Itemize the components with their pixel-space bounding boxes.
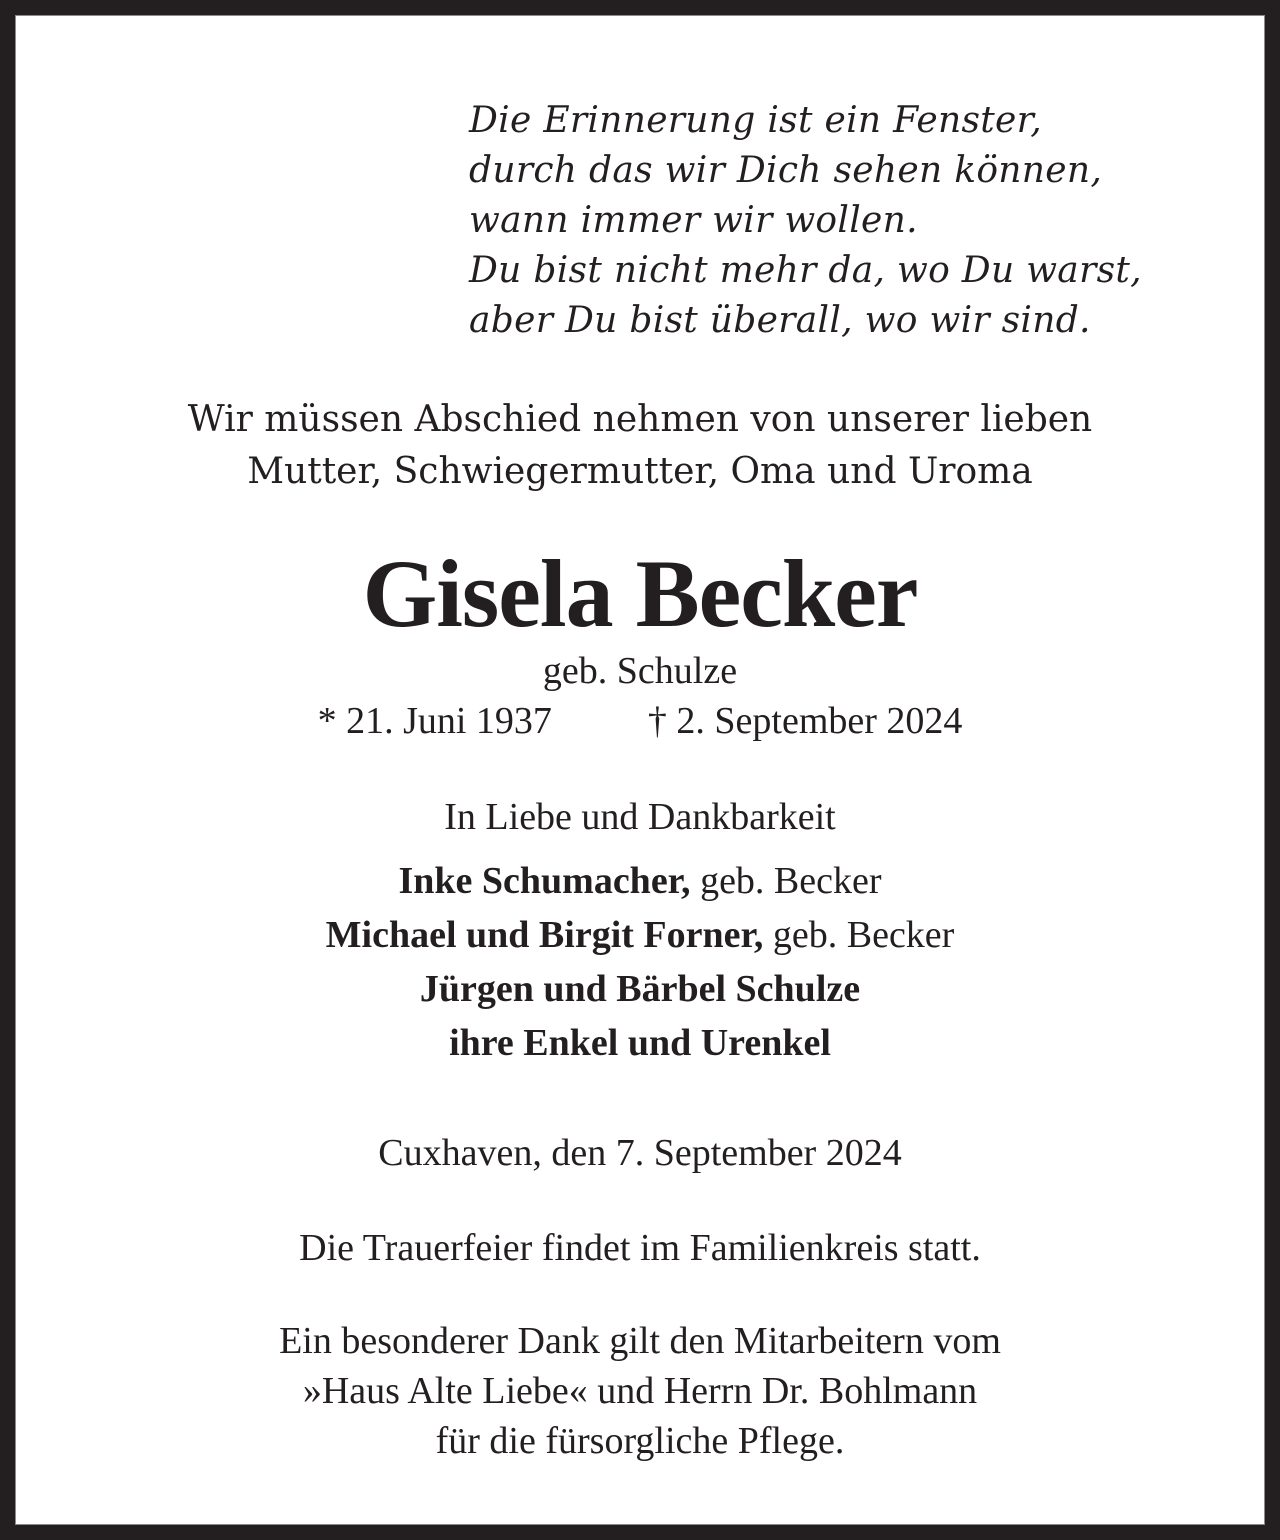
thanks-note <box>16 1316 1264 1466</box>
quote-line: aber Du bist überall, wo wir sind. <box>469 300 1091 341</box>
quote-line: durch das wir Dich sehen können, <box>469 150 1103 191</box>
maiden-name: geb. Schulze <box>542 650 738 692</box>
family-entry: Michael und Birgit Forner, geb. Becker <box>325 914 955 956</box>
family-entry: Jürgen und Bärbel Schulze <box>419 968 861 1010</box>
intro-line: Mutter, Schwiegermutter, Oma und Uroma <box>247 451 1033 492</box>
family-entry: Inke Schumacher, geb. Becker <box>398 860 882 902</box>
thanks-line: »Haus Alte Liebe« und Herrn Dr. Bohlmann <box>302 1370 978 1412</box>
memorial-quote <box>469 96 1142 346</box>
thanks-line: für die fürsorgliche Pflege. <box>435 1420 845 1462</box>
quote-line: Die Erinnerung ist ein Fenster, <box>469 100 1042 141</box>
ceremony-note: Die Trauerfeier findet im Familienkreis statt. <box>299 1227 981 1269</box>
family-entry: ihre Enkel und Urenkel <box>449 1022 831 1064</box>
intro-line: Wir müssen Abschied nehmen von unserer lieben <box>187 399 1093 440</box>
obituary-card <box>15 15 1265 1525</box>
quote-line: wann immer wir wollen. <box>469 200 918 241</box>
family-list <box>16 854 1264 1070</box>
quote-line: Du bist nicht mehr da, wo Du warst, <box>469 250 1142 291</box>
gratitude-line: In Liebe und Dankbarkeit <box>444 796 836 838</box>
deceased-name: Gisela Becker <box>362 540 918 647</box>
thanks-line: Ein besonderer Dank gilt den Mitarbeitern vom <box>279 1320 1001 1362</box>
place-date: Cuxhaven, den 7. September 2024 <box>378 1132 902 1174</box>
life-dates <box>16 699 1264 743</box>
death-date: † 2. September 2024 <box>647 700 963 742</box>
birth-date: * 21. Juni 1937 <box>317 700 552 742</box>
intro-text <box>16 394 1264 498</box>
